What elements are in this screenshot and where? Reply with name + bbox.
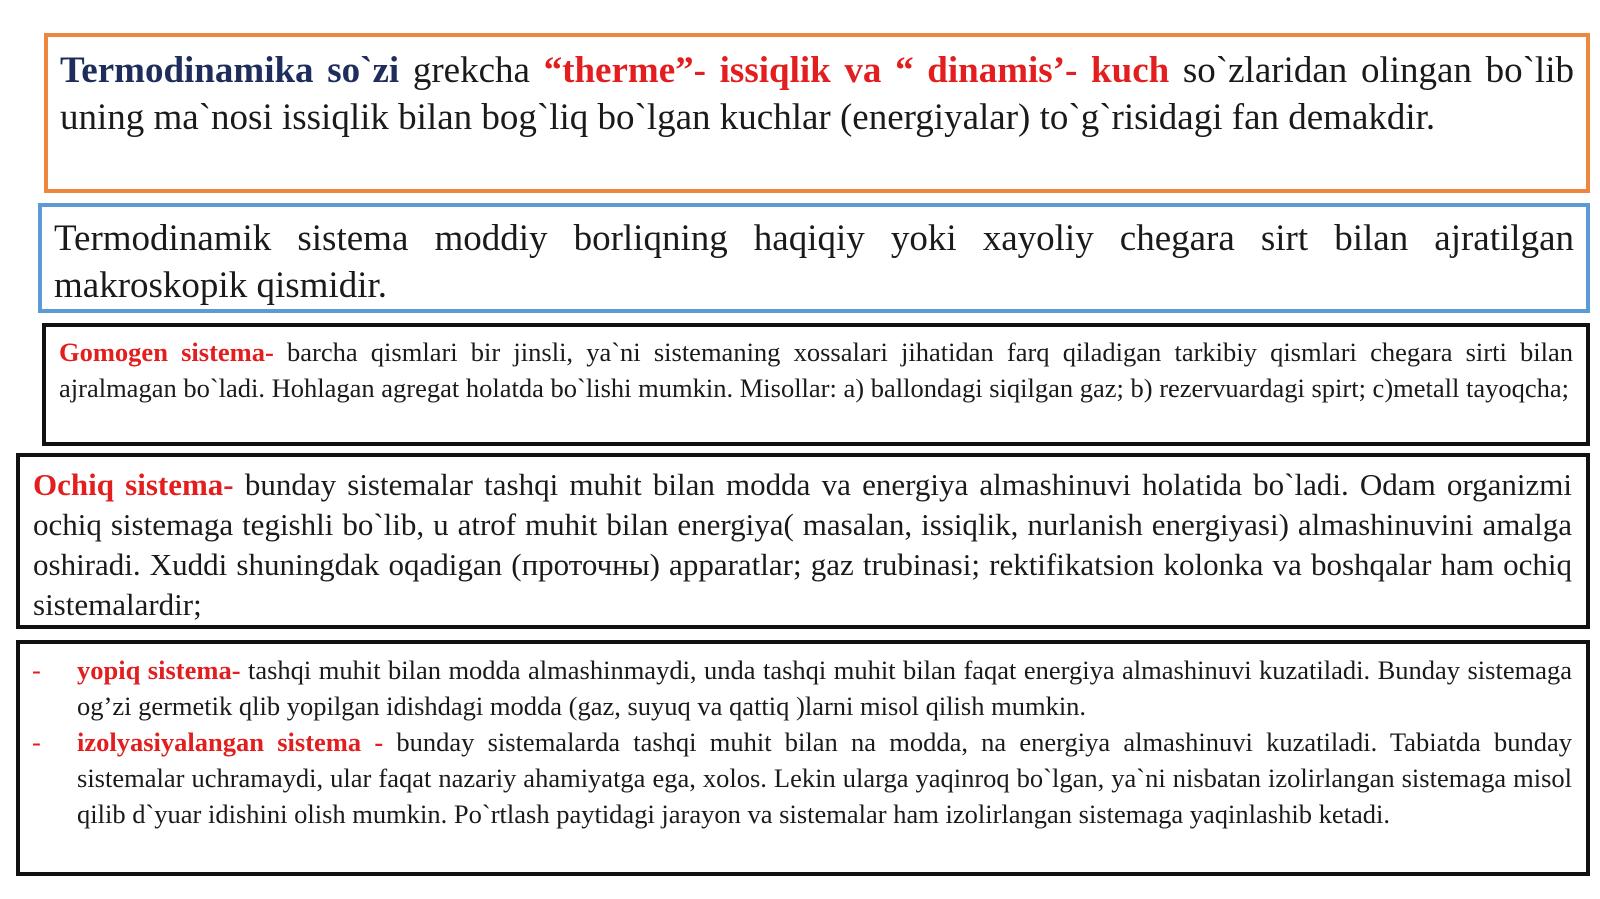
term-ochiq-sistema: Ochiq sistema- <box>33 467 234 502</box>
text-segment: barcha qismlari bir jinsli, ya`ni sistemaning xossalari jihatidan farq qiladigan tarkibiy qismlari chegara sirti bilan ajralmagan bo`ladi. Hohlagan agregat holatda bo`lishi mumkin. Misollar: a) ballondagi siqilgan gaz; b) rezervuardagi spirt; c)metall tayoqcha; <box>59 337 1574 403</box>
definition-paragraph <box>60 47 1574 141</box>
gomogen-sistema-box <box>42 323 1590 446</box>
term-gomogen-sistema: Gomogen sistema- <box>59 337 274 367</box>
etymology-phrase: “therme”- issiqlik va “ dinamis’- kuch <box>543 50 1170 91</box>
definition-sistema-box <box>38 203 1590 313</box>
list-item <box>32 652 1572 724</box>
text-segment: bunday sistemalar tashqi muhit bilan modda va energiya almashinuvi holatida bo`ladi. Odam organizmi ochiq sistemaga tegishli bo`lib, u atrof muhit bilan energiya( masalan, issiqlik, nurlanish energiyasi) almashinuvini amalga oshiradi. Xuddi shuningdak oqadigan (проточны) apparatlar; gaz trubinasi; rektifikatsion kolonka va boshqalar ham ochiq sistemalardir; <box>33 467 1572 622</box>
list-bullet: - <box>32 655 41 685</box>
list-bullet: - <box>32 727 41 757</box>
term-izolyasiyalangan-sistema: izolyasiyalangan sistema - <box>77 727 384 757</box>
definition-paragraph: Termodinamik sistema moddiy borliqning haqiqiy yoki xayoliy chegara sirt bilan ajratilgan makroskopik qismidir. <box>54 218 1574 306</box>
yopiq-izolyasiyalangan-box <box>16 640 1590 876</box>
list-item-text <box>77 652 1572 724</box>
text-segment: grekcha <box>399 50 544 91</box>
text-segment: bunday sistemalarda tashqi muhit bilan na modda, na energiya almashinuvi kuzatiladi. Tabiatda bunday sistemalar uchramaydi, ular faqat nazariy ahamiyatga ega, xolos. Lekin ularga yaqinroq bo`lgan, ya`ni nisbatan izolirlangan sistemaga misol qilib d`yuar idishini olish mumkin. Po`rtlash paytidagi jarayon va sistemalar ham izolirlangan sistemaga yaqinlashib ketadi. <box>77 727 1572 829</box>
definition-paragraph <box>59 334 1573 406</box>
term-termodinamika: Termodinamika so`zi <box>60 50 400 91</box>
list-item <box>32 724 1572 832</box>
definition-paragraph <box>33 465 1572 625</box>
ochiq-sistema-box <box>16 453 1590 629</box>
text-segment: so`zlaridan olingan bo`lib uning ma`nosi issiqlik bilan bog`liq bo`lgan kuchlar (energiyalar) to`g`risidagi fan demakdir. <box>60 50 1574 138</box>
text-segment: tashqi muhit bilan modda almashinmaydi, unda tashqi muhit bilan faqat energiya almashinuvi kuzatiladi. Bunday sistemaga og’zi germetik qlib yopilgan idishdagi modda (gaz, suyuq va qattiq )larni misol qilish mumkin. <box>77 655 1572 721</box>
term-yopiq-sistema: yopiq sistema- <box>77 655 241 685</box>
list-item-text <box>77 724 1572 832</box>
definition-termodinamika-box <box>44 33 1590 193</box>
